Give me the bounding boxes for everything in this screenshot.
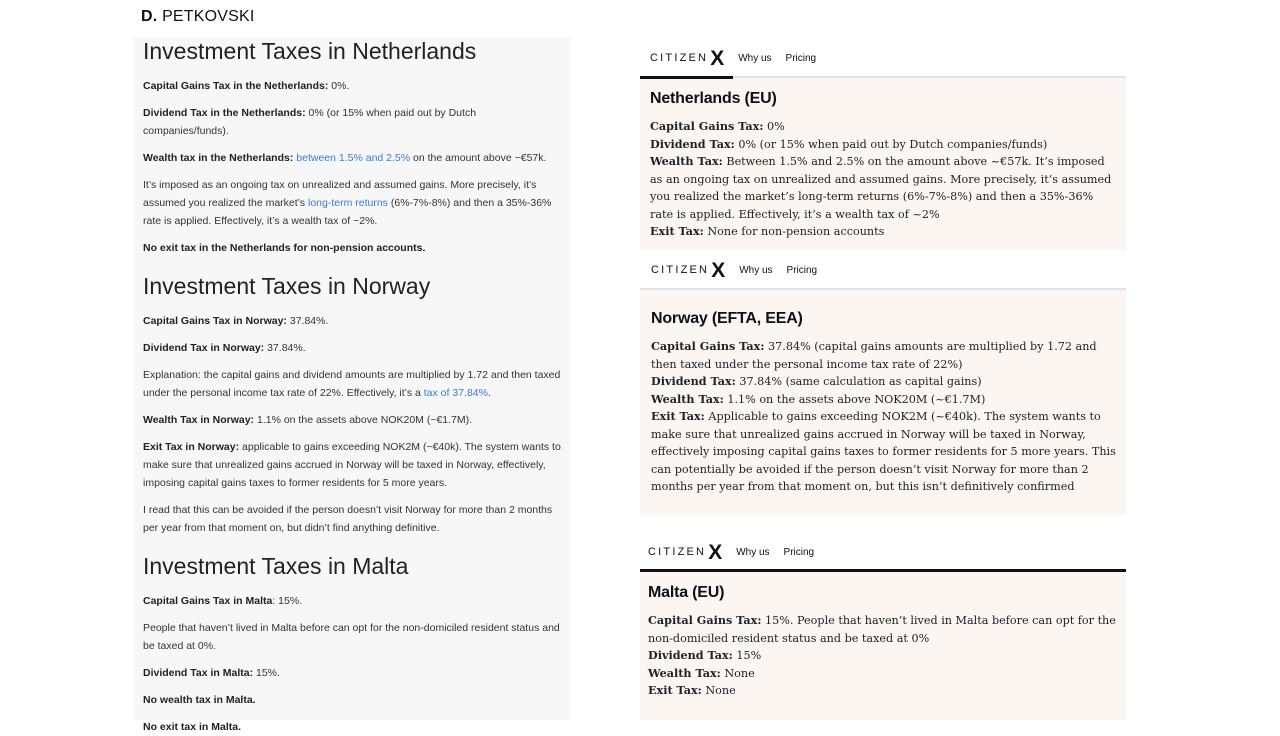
x-logo-icon: X xyxy=(710,46,725,70)
no-note: I read that this can be avoided if the person doesn’t visit Norway for more than 2 months per year from that moment on, but didn’t find anything definitive. xyxy=(143,504,553,534)
citizenx-logo[interactable]: CITIZEN X xyxy=(648,540,723,564)
mt-exit: No exit tax in Malta. xyxy=(143,721,242,733)
nav-pricing[interactable]: Pricing xyxy=(786,264,818,276)
no-explanation: Explanation: the capital gains and dividend amounts are multiplied by 1.72 and then taxed under the personal income tax rate of 22%. Effectively, it’s a tax of 37.84%. xyxy=(143,369,561,399)
citizenx-navbar xyxy=(640,532,1126,572)
no-wealth: Wealth Tax in Norway: 1.1% on the assets above NOK20M (~€1.7M). xyxy=(143,414,473,426)
tax-rate-link[interactable]: tax of 37.84% xyxy=(423,387,488,399)
nav-why-us[interactable]: Why us xyxy=(736,546,770,558)
citizenx-card-netherlands xyxy=(640,38,1126,250)
citizenx-logo[interactable]: CITIZEN X xyxy=(651,258,726,282)
mt-dividend: Dividend Tax in Malta: 15%. xyxy=(143,667,280,679)
nl-exit: No exit tax in the Netherlands for non-pension accounts. xyxy=(143,242,426,254)
nl-explanation: It’s imposed as an ongoing tax on unrealized and assumed gains. More precisely, it’s assumed you realized the market’s long-term returns (6%-7%-8%) and then a 35%-36% rate is applied. Effectively, it’s a wealth tax of ~2%. xyxy=(143,179,552,227)
card-title: Malta (EU) xyxy=(648,584,725,601)
nl-wealth: Wealth tax in the Netherlands: between 1.5% and 2.5% on the amount above ~€57k. xyxy=(143,152,547,164)
citizenx-logo[interactable]: CITIZEN X xyxy=(650,46,725,70)
citizenx-navbar xyxy=(640,38,1126,78)
mt-capital-gains: Capital Gains Tax in Malta: 15%. xyxy=(143,595,303,607)
brand-initial: D. xyxy=(141,8,158,25)
card-body: Netherlands (EU) Capital Gains Tax: 0% Dividend Tax: 0% (or 15% when paid out by Dutch companies/funds) Wealth Tax: Between 1.5% and 2.5% on the amount above ~€57k. It’s imposed as an ongoing tax on unrealized and assumed gains. More precisely, it’s assumed you realized the market’s long-term returns (6%-7%-8%) and then a 35%-36% rate is applied. Effectively, it’s a wealth tax of ~2% Exit Tax: None for non-pension accounts xyxy=(640,78,1126,250)
brand-name: PETKOVSKI xyxy=(162,8,255,25)
nav-underline xyxy=(640,288,1126,290)
no-capital-gains: Capital Gains Tax in Norway: 37.84%. xyxy=(143,315,329,327)
nl-wealth-link[interactable]: between 1.5% and 2.5% xyxy=(296,152,411,164)
card-body: Malta (EU) Capital Gains Tax: 15%. People that haven’t lived in Malta before can opt for the non-domiciled resident status and be taxed at 0% Dividend Tax: 15% Wealth Tax: None Exit Tax: None xyxy=(640,572,1126,720)
citizenx-card-malta xyxy=(640,532,1126,720)
citizenx-card-norway xyxy=(640,250,1126,515)
mt-nondom: People that haven’t lived in Malta before can opt for the non-domiciled resident status and be taxed at 0%. xyxy=(143,622,560,652)
long-term-returns-link[interactable]: long-term returns xyxy=(307,197,388,209)
no-dividend: Dividend Tax in Norway: 37.84%. xyxy=(143,342,306,354)
heading-norway: Investment Taxes in Norway xyxy=(143,273,431,299)
card-title: Netherlands (EU) xyxy=(650,90,777,107)
card-body: Norway (EFTA, EEA) Capital Gains Tax: 37.84% (capital gains amounts are multiplied by 1.72 and then taxed under the personal income tax rate of 22%) Dividend Tax: 37.84% (same calculation as capital gains) Wealth Tax: 1.1% on the assets above NOK20M (~€1.7M) Exit Tax: Applicable to gains exceeding NOK2M (~€40k). The system wants to make sure that unrealized gains accrued in Norway will be taxed in Norway, effectively imposing capital gains taxes to former residents for 5 more years. This can potentially be avoided if the person doesn’t visit Norway for more than 2 months per year from that moment on, but this isn’t definitively confirmed xyxy=(640,290,1126,515)
nav-underline xyxy=(640,569,1126,572)
nav-why-us[interactable]: Why us xyxy=(739,264,773,276)
x-logo-icon: X xyxy=(711,258,726,282)
nav-why-us[interactable]: Why us xyxy=(738,52,772,64)
article-panel xyxy=(134,37,570,733)
citizenx-navbar xyxy=(640,250,1126,290)
nl-dividend: Dividend Tax in the Netherlands: 0% (or 15% when paid out by Dutch companies/funds). xyxy=(143,107,477,137)
card-title: Norway (EFTA, EEA) xyxy=(651,310,803,327)
author-brand xyxy=(141,8,255,26)
nav-pricing[interactable]: Pricing xyxy=(783,546,815,558)
heading-malta: Investment Taxes in Malta xyxy=(143,553,409,579)
nav-pricing[interactable]: Pricing xyxy=(785,52,817,64)
nl-capital-gains: Capital Gains Tax in the Netherlands: 0%. xyxy=(143,80,350,92)
nav-underline xyxy=(640,76,1126,78)
x-logo-icon: X xyxy=(708,540,723,564)
mt-wealth: No wealth tax in Malta. xyxy=(143,694,256,706)
no-exit: Exit Tax in Norway: applicable to gains exceeding NOK2M (~€40k). The system wants to make sure that unrealized gains accrued in Norway will be taxed in Norway, effectively, imposing capital gains taxes to former residents for 5 more years. xyxy=(143,441,561,489)
heading-netherlands: Investment Taxes in Netherlands xyxy=(143,38,477,64)
